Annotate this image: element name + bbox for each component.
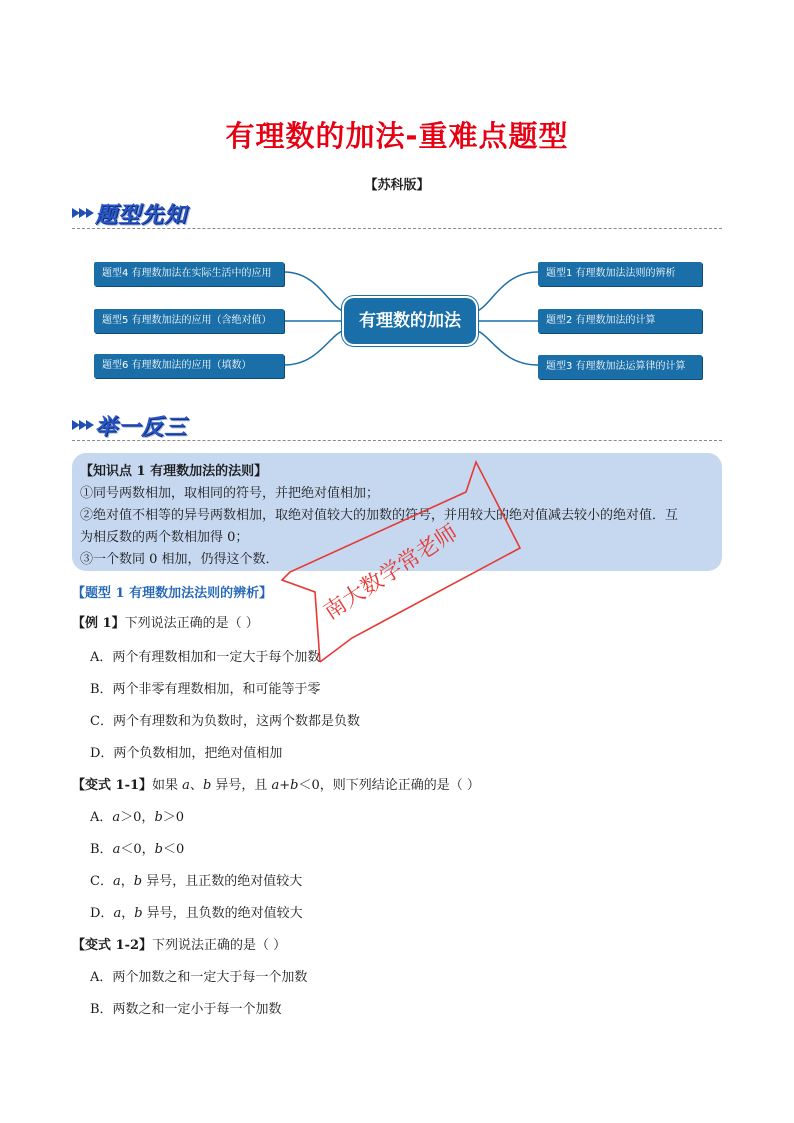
variant-1-2-stem bbox=[72, 934, 286, 953]
example-1-option-d: D．两个负数相加，把绝对值相加 bbox=[90, 746, 283, 761]
var: b bbox=[154, 810, 163, 825]
variant-1-1-option-d bbox=[90, 902, 303, 921]
mindmap-topic-6: 题型6 有理数加法的应用（填数） bbox=[94, 354, 284, 378]
variant-1-2-option-a: A．两个加数之和一定大于每一个加数 bbox=[90, 970, 308, 985]
var-b: b bbox=[202, 778, 212, 793]
var: a bbox=[112, 874, 121, 889]
knowledge-point-title: 【知识点 1 有理数加法的法则】 bbox=[80, 464, 268, 479]
expr: a+b bbox=[271, 778, 299, 793]
variant-1-1-option-a bbox=[90, 806, 184, 825]
mindmap-topic-3: 题型3 有理数加法运算律的计算 bbox=[538, 355, 702, 379]
example-1-option-a: A．两个有理数相加和一定大于每个加数 bbox=[90, 650, 321, 665]
example-1-option-c: C．两个有理数和为负数时，这两个数都是负数 bbox=[90, 714, 360, 729]
var: a bbox=[112, 842, 121, 857]
variant-1-1-option-b bbox=[90, 838, 184, 857]
stem-text: 如果 bbox=[152, 778, 183, 793]
variant-1-1-tag: 【变式 1-1】 bbox=[72, 778, 153, 793]
variant-1-1-stem bbox=[72, 774, 480, 793]
section-practice-heading bbox=[72, 410, 187, 440]
option-letter: B． bbox=[90, 842, 113, 857]
option-letter: D． bbox=[90, 906, 114, 921]
edition-label: 【苏科版】 bbox=[364, 178, 430, 193]
rule-2b: 为相反数的两个数相加得 0； bbox=[80, 530, 249, 545]
option-text: ， bbox=[120, 874, 134, 889]
var: b bbox=[134, 906, 143, 921]
mindmap-topic-2: 题型2 有理数加法的计算 bbox=[538, 309, 702, 333]
option-text: ＞0 bbox=[162, 810, 185, 825]
topic-1-heading: 【题型 1 有理数加法法则的辨析】 bbox=[72, 586, 273, 601]
watermark-stamp bbox=[270, 452, 550, 682]
var: b bbox=[154, 842, 163, 857]
mindmap-topic-4: 题型4 有理数加法在实际生活中的应用 bbox=[94, 262, 284, 286]
variant-1-1-option-c bbox=[90, 870, 302, 889]
mindmap-topic-1: 题型1 有理数加法法则的辨析 bbox=[538, 262, 702, 286]
var: b bbox=[133, 874, 143, 889]
divider bbox=[72, 440, 722, 441]
example-1-question: 下列说法正确的是（ ） bbox=[124, 616, 259, 631]
page-title: 有理数的加法-重难点题型 bbox=[225, 119, 569, 153]
option-text: ＜0 bbox=[162, 842, 185, 857]
option-text: 异号，且负数的绝对值较大 bbox=[142, 906, 303, 921]
section-preview-title: 题型先知 bbox=[95, 202, 188, 228]
example-1-stem bbox=[72, 612, 259, 631]
rule-2a: ②绝对值不相等的异号两数相加，取绝对值较大的加数的符号，并用较大的绝对值减去较小的绝对值．互 bbox=[80, 508, 679, 523]
divider bbox=[72, 228, 722, 229]
option-text: ， bbox=[121, 906, 135, 921]
example-1-option-b: B．两个非零有理数相加，和可能等于零 bbox=[90, 682, 321, 697]
stem-text: ＜0，则下列结论正确的是（ ） bbox=[298, 778, 480, 793]
mindmap-topic-5: 题型5 有理数加法的应用（含绝对值） bbox=[94, 309, 284, 333]
section-practice-title: 举一反三 bbox=[95, 414, 188, 440]
option-text: ＜0， bbox=[120, 842, 155, 857]
stem-text: 、 bbox=[189, 778, 203, 793]
stem-text: 异号，且 bbox=[211, 778, 272, 793]
var: a bbox=[112, 810, 121, 825]
chevrons-icon bbox=[72, 420, 93, 430]
option-letter: A． bbox=[90, 810, 113, 825]
example-1-tag: 【例 1】 bbox=[72, 616, 125, 631]
option-text: 异号，且正数的绝对值较大 bbox=[142, 874, 303, 889]
var: a bbox=[113, 906, 122, 921]
watermark-text: 南大数学常老师 bbox=[319, 520, 463, 626]
rule-1: ①同号两数相加，取相同的符号，并把绝对值相加； bbox=[80, 486, 380, 501]
var-a: a bbox=[182, 778, 190, 793]
variant-1-2-option-b: B．两数之和一定小于每一个加数 bbox=[90, 1002, 282, 1017]
section-preview-heading bbox=[72, 198, 187, 228]
option-letter: C． bbox=[90, 874, 113, 889]
chevrons-icon bbox=[72, 208, 93, 218]
option-text: ＞0， bbox=[120, 810, 155, 825]
mindmap-center: 有理数的加法 bbox=[344, 298, 476, 344]
rule-3: ③一个数同 0 相加，仍得这个数． bbox=[80, 552, 279, 567]
variant-1-2-question: 下列说法正确的是（ ） bbox=[152, 938, 287, 953]
variant-1-2-tag: 【变式 1-2】 bbox=[72, 938, 153, 953]
